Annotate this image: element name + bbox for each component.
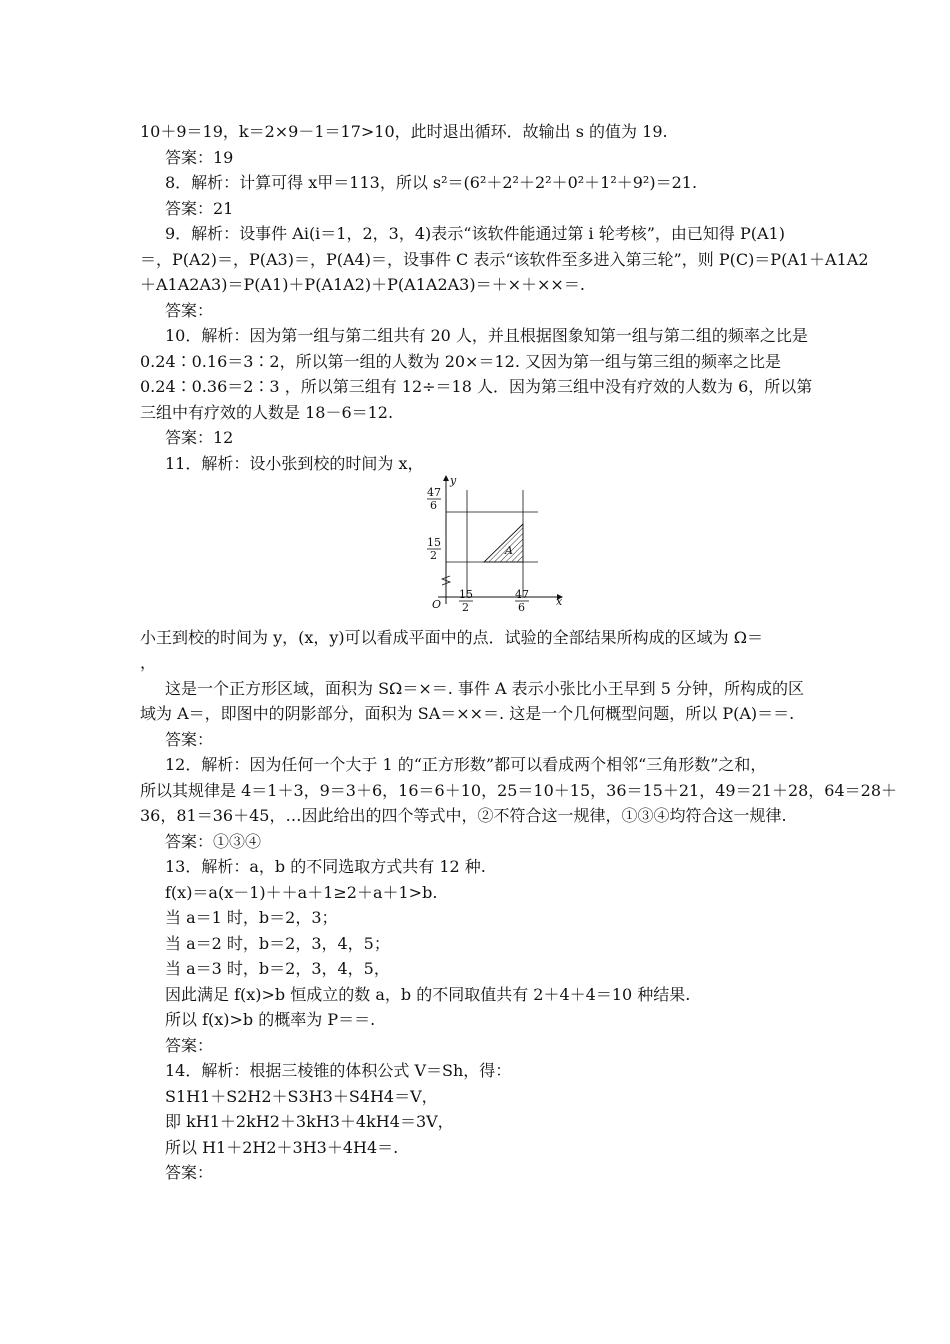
text-line: 36，81＝36＋45，…因此给出的四个等式中，②不符合这一规律，①③④均符合这一规律. [140, 806, 787, 825]
y-axis-label: y [450, 474, 457, 487]
text-line: ＋A1A2A3)＝P(A1)＋P(A1A2)＋P(A1A2A3)＝＋×＋××＝. [140, 275, 585, 294]
y-tick-15-2-den: 2 [430, 549, 437, 562]
text-line: 域为 A＝，即图中的阴影部分，面积为 SA＝××＝. 这是一个几何概型问题，所以 P(A)＝＝. [140, 704, 795, 723]
text-line: 11．解析：设小张到校的时间为 x， [165, 454, 424, 473]
x-tick-47-6-num: 47 [515, 588, 529, 601]
text-line: 0.24∶0.36＝2∶3 ，所以第三组有 12÷＝18 人．因为第三组中没有疗效的人数为 6，所以第 [140, 377, 813, 396]
answer-line: 答案： [165, 1036, 214, 1055]
answer-line: 答案： [165, 1163, 214, 1182]
text-line: 当 a＝2 时，b＝2，3，4，5； [165, 934, 390, 953]
x-axis-label: x [556, 595, 563, 608]
text-line: ＝，P(A2)＝，P(A3)＝，P(A4)＝，设事件 C 表示“该软件至多进入第三轮”，则 P(C)＝P(A1＋A1A2 [140, 250, 869, 269]
region-label: A [505, 544, 513, 557]
text-line: 0.24∶0.16＝3∶2，所以第一组的人数为 20×＝12. 又因为第一组与第三组的频率之比是 [140, 352, 781, 371]
answer-line: 答案：21 [165, 199, 234, 218]
text-line: 这是一个正方形区域，面积为 SΩ＝×＝. 事件 A 表示小张比小王早到 5 分钟，所构成的区 [165, 679, 804, 698]
text-line: 当 a＝3 时，b＝2，3，4，5， [165, 959, 390, 978]
y-tick-47-6-den: 6 [430, 499, 437, 512]
text-line: 12．解析：因为任何一个大于 1 的“正方形数”都可以看成两个相邻“三角形数”之和， [165, 755, 767, 774]
answer-line: 答案：12 [165, 428, 234, 447]
formula-line: 即 kH1＋2kH2＋3kH3＋4kH4＝3V， [165, 1112, 454, 1131]
text-line: 三组中有疗效的人数是 18－6＝12. [140, 403, 394, 422]
geometry-figure [420, 472, 570, 612]
shaded-region-A [484, 524, 523, 562]
text-line: 所以其规律是 4＝1＋3，9＝3＋6，16＝6＋10，25＝10＋15，36＝15＋21，49＝21＋28，64＝28＋ [140, 781, 898, 800]
x-tick-47-6-den: 6 [518, 601, 525, 612]
text-line: 13．解析：a，b 的不同选取方式共有 12 种. [165, 857, 486, 876]
origin-label: O [432, 598, 442, 611]
answer-line: 答案：19 [165, 148, 234, 167]
y-tick-15-2-num: 15 [427, 536, 441, 549]
text-line: 10＋9＝19，k＝2×9－1＝17>10，此时退出循环．故输出 s 的值为 19. [140, 122, 668, 141]
y-tick-47-6-num: 47 [427, 486, 441, 499]
text-line: 所以 f(x)>b 的概率为 P＝＝. [165, 1010, 376, 1029]
answer-line: 答案： [165, 730, 214, 749]
answer-line: 答案： [165, 301, 214, 320]
axis-break-mark [442, 576, 450, 585]
text-line: ， [140, 653, 157, 672]
x-tick-15-2-num: 15 [459, 588, 473, 601]
text-line: 当 a＝1 时，b＝2，3； [165, 908, 338, 927]
text-line: 9．解析：设事件 Ai(i＝1，2，3，4)表示“该软件能通过第 i 轮考核”，由已知得 P(A1) [165, 224, 785, 243]
x-tick-15-2-den: 2 [462, 601, 469, 612]
formula-line: 所以 H1＋2H2＋3H3＋4H4＝. [165, 1138, 399, 1157]
text-line: 8．解析：计算可得 x甲＝113，所以 s²＝(6²＋2²＋2²＋0²＋1²＋9²)＝21. [165, 173, 698, 192]
text-line: 14．解析：根据三棱锥的体积公式 V＝Sh，得： [165, 1061, 512, 1080]
text-line: 因此满足 f(x)>b 恒成立的数 a，b 的不同取值共有 2＋4＋4＝10 种结果. [165, 985, 691, 1004]
formula-line: f(x)＝a(x－1)＋＋a＋1≥2＋a＋1>b. [165, 883, 438, 902]
formula-line: S1H1＋S2H2＋S3H3＋S4H4＝V， [165, 1087, 438, 1106]
text-line: 10．解析：因为第一组与第二组共有 20 人，并且根据图象知第一组与第二组的频率之比是 [165, 326, 808, 345]
text-line: 小王到校的时间为 y，(x，y)可以看成平面中的点．试验的全部结果所构成的区域为 Ω＝ [140, 628, 764, 647]
answer-line: 答案：①③④ [165, 832, 262, 851]
